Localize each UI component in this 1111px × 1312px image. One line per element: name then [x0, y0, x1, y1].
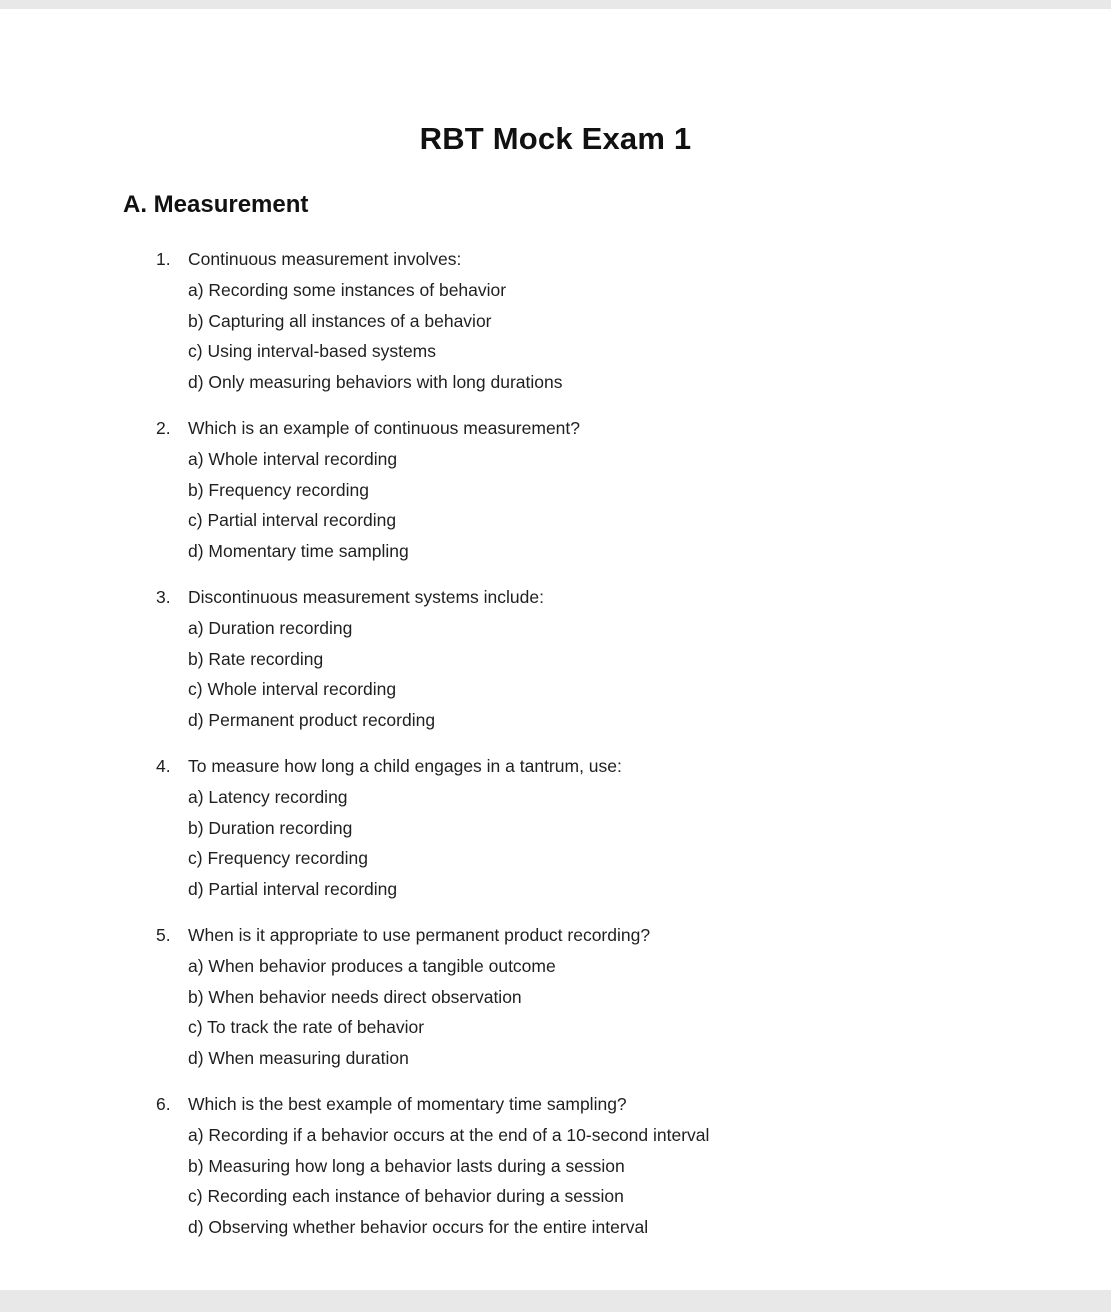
question-text: Discontinuous measurement systems include:: [188, 586, 544, 607]
options-list: [188, 782, 1031, 905]
option-item: c) Recording each instance of behavior during a session: [188, 1186, 624, 1207]
question-number: 5.: [156, 924, 171, 945]
question-text: Which is an example of continuous measurement?: [188, 417, 581, 438]
question-line: [156, 244, 1031, 275]
question-text: To measure how long a child engages in a tantrum, use:: [188, 755, 622, 776]
option-item: b) Duration recording: [188, 817, 353, 838]
question-item: [123, 1089, 1031, 1243]
options-list: [188, 275, 1031, 398]
option-item: b) Rate recording: [188, 648, 324, 669]
question-text: Continuous measurement involves:: [188, 249, 462, 269]
option-item: a) Latency recording: [188, 786, 348, 807]
option-item: b) Measuring how long a behavior lasts during a session: [188, 1155, 625, 1176]
questions-list: [123, 244, 1031, 1243]
options-list: [188, 444, 1031, 567]
option-item: a) Duration recording: [188, 617, 353, 638]
options-list: [188, 951, 1031, 1074]
option-item: d) When measuring duration: [188, 1048, 409, 1069]
option-item: a) Whole interval recording: [188, 448, 398, 469]
option-item: d) Partial interval recording: [188, 879, 398, 900]
question-number: 4.: [156, 755, 171, 776]
option-item: c) Whole interval recording: [188, 679, 397, 700]
option-item: d) Permanent product recording: [188, 710, 436, 731]
question-text: When is it appropriate to use permanent product recording?: [188, 924, 651, 945]
question-line: [156, 920, 1031, 951]
question-item: [123, 244, 1031, 398]
option-item: d) Momentary time sampling: [188, 541, 409, 562]
option-item: a) Recording if a behavior occurs at the end of a 10-second interval: [188, 1124, 710, 1145]
question-number: 1.: [156, 249, 171, 269]
option-item: a) Recording some instances of behavior: [188, 279, 507, 300]
question-text: Which is the best example of momentary time sampling?: [188, 1093, 627, 1114]
question-line: [156, 582, 1031, 613]
question-item: [123, 751, 1031, 905]
question-number: 2.: [156, 417, 171, 438]
question-number: 6.: [156, 1093, 171, 1114]
question-item: [123, 413, 1031, 567]
option-item: c) Using interval-based systems: [188, 341, 436, 362]
option-item: c) Frequency recording: [188, 848, 368, 869]
question-item: [123, 582, 1031, 736]
options-list: [188, 1120, 1031, 1243]
option-item: a) When behavior produces a tangible outcome: [188, 955, 556, 976]
option-item: b) Capturing all instances of a behavior: [188, 310, 492, 331]
question-number: 3.: [156, 586, 171, 607]
option-item: d) Only measuring behaviors with long durations: [188, 372, 563, 393]
option-item: b) When behavior needs direct observation: [188, 986, 522, 1007]
option-item: b) Frequency recording: [188, 479, 369, 500]
option-item: c) To track the rate of behavior: [188, 1017, 425, 1038]
question-line: [156, 1089, 1031, 1120]
section-heading: A. Measurement: [123, 191, 309, 218]
options-list: [188, 613, 1031, 736]
document-page: [0, 9, 1111, 1290]
option-item: c) Partial interval recording: [188, 510, 397, 531]
option-item: d) Observing whether behavior occurs for the entire interval: [188, 1217, 649, 1238]
question-item: [123, 920, 1031, 1074]
question-line: [156, 413, 1031, 444]
question-line: [156, 751, 1031, 782]
page-title: RBT Mock Exam 1: [419, 121, 692, 156]
